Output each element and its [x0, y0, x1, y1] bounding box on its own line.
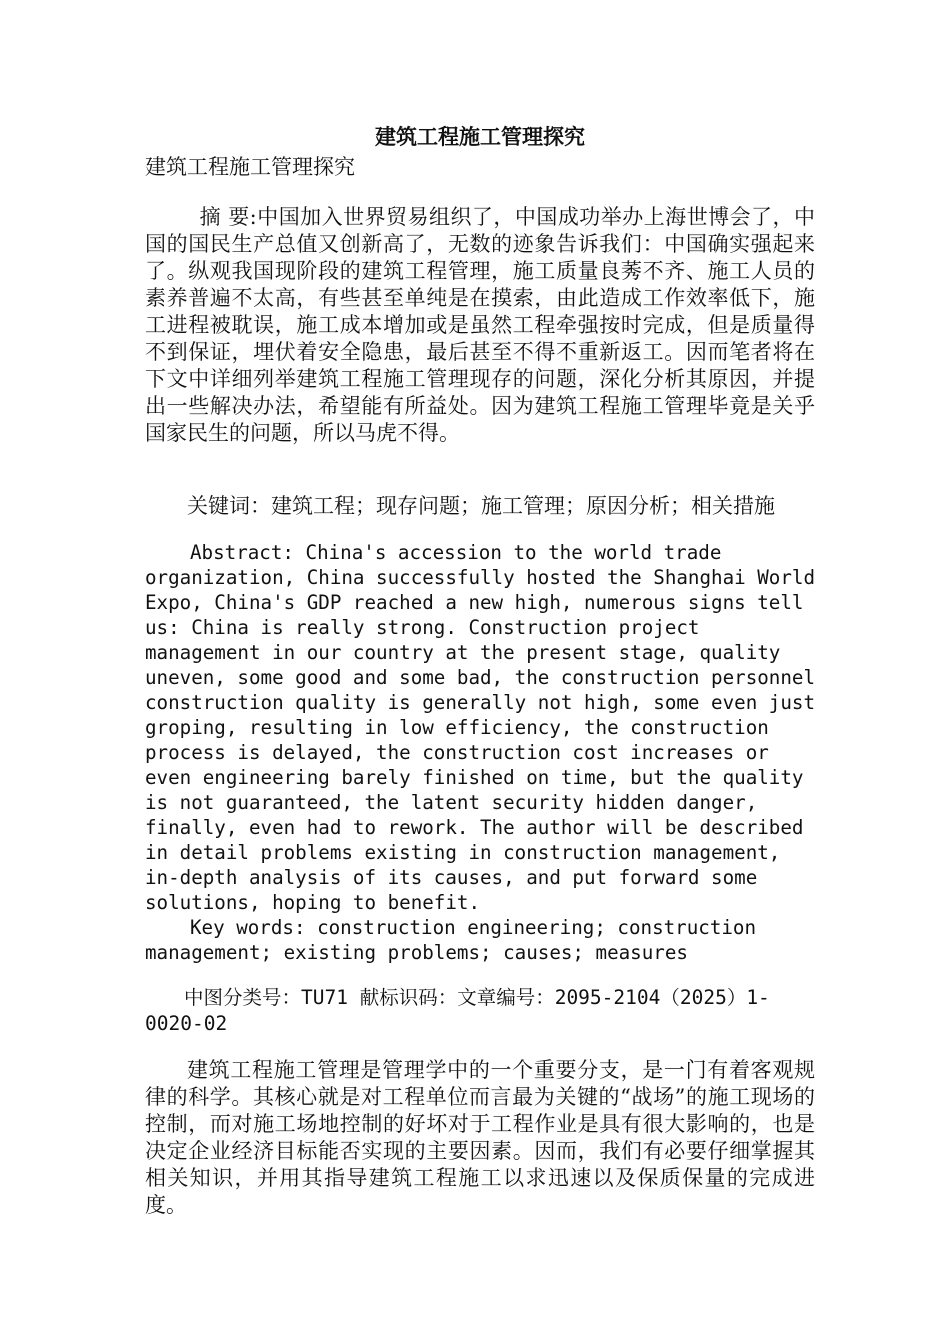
spacer [145, 447, 815, 493]
abstract-zh: 摘 要:中国加入世界贸易组织了，中国成功举办上海世博会了，中国的国民生产总值又创新高了，无数的迹象告诉我们：中国确实强起来了。纵观我国现阶段的建筑工程管理，施工质量良莠不齐、施工人员的素养普遍不太高，有些甚至单纯是在摸索，由此造成工作效率低下，施工进程被耽误，施工成本增加或是虽然工程牵强按时完成，但是质量得不到保证，埋伏着安全隐患，最后甚至不得不重新返工。因而笔者将在下文中详细列举建筑工程施工管理现存的问题，深化分析其原因，并提出一些解决办法，希望能有所益处。因为建筑工程施工管理毕竟是关乎国家民生的问题，所以马虎不得。 [145, 205, 815, 445]
document-subtitle: 建筑工程施工管理探究 [145, 155, 355, 179]
spacer [145, 965, 815, 985]
classification-line: 中图分类号：TU71 献标识码：文章编号：2095-2104（2025）1-0020-02 [145, 986, 770, 1035]
body-paragraph-1: 建筑工程施工管理是管理学中的一个重要分支，是一门有着客观规律的科学。其核心就是对工程单位而言最为关键的“战场”的施工现场的控制，而对施工场地控制的好坏对于工程作业是具有很大影响的，也是决定企业经济目标能否实现的主要因素。因而，我们有必要仔细掌握其相关知识，并用其指导建筑工程施工以求迅速以及保质保量的完成进度。 [145, 1058, 815, 1217]
keywords-zh: 关键词：建筑工程；现存问题；施工管理；原因分析；相关措施 [187, 494, 775, 518]
document-title: 建筑工程施工管理探究 [375, 124, 585, 149]
abstract-en: Abstract: China's accession to the world trade organization, China successfully hosted the Shanghai World Expo, China's GDP reached a new high, numerous signs tell us: China is really strong. Construction project management in our country at the present stage, quality uneven, some good and some bad, the construction personnel construction quality is generally not high, some even just groping, resulting in low efficiency, the construction process is delayed, the construction cost increases or even engineering barely finished on time, but the quality is not guaranteed, the latent security hidden danger, finally, even had to rework. The author will be described in detail problems existing in construction management, in-depth analysis of its causes, and put forward some solutions, hoping to benefit. [145, 541, 816, 914]
keywords-en: Key words: construction engineering; construction management; existing problems; causes; measures [145, 916, 757, 964]
spacer [145, 520, 815, 540]
document-page [145, 122, 815, 1219]
spacer [145, 1037, 815, 1057]
